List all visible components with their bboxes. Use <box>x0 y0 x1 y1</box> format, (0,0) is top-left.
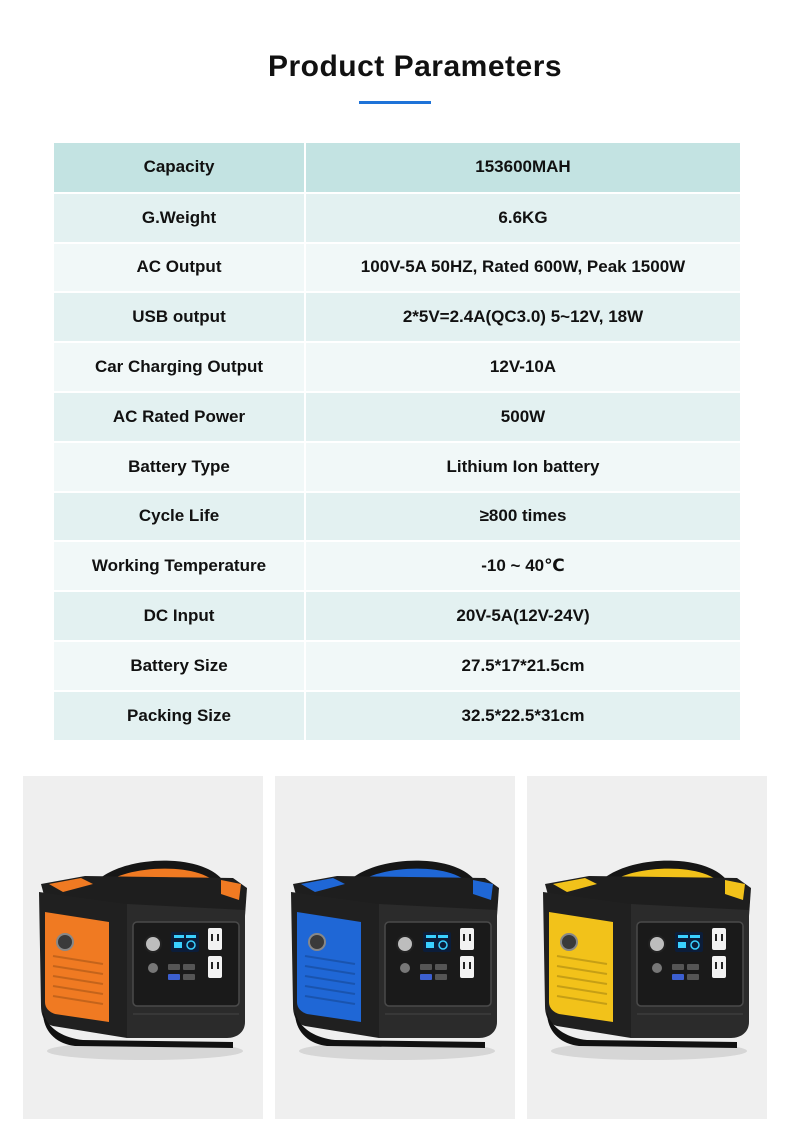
product-card-blue <box>275 776 515 1119</box>
table-row <box>54 243 740 293</box>
spec-value: 12V-10A <box>305 342 740 392</box>
spec-value: 20V-5A(12V-24V) <box>305 591 740 641</box>
spec-value: 27.5*17*21.5cm <box>305 641 740 691</box>
yellow-power-station-image <box>527 776 767 1119</box>
spec-label: Battery Size <box>54 641 305 691</box>
table-row <box>54 392 740 442</box>
title-underline <box>359 101 431 104</box>
table-row <box>54 591 740 641</box>
product-gallery <box>23 776 767 1119</box>
orange-power-station-image <box>23 776 263 1119</box>
spec-label: USB output <box>54 292 305 342</box>
spec-label: Packing Size <box>54 691 305 741</box>
spec-label: Cycle Life <box>54 492 305 542</box>
table-row <box>54 292 740 342</box>
table-row <box>54 492 740 542</box>
spec-label: AC Output <box>54 243 305 293</box>
spec-label: DC Input <box>54 591 305 641</box>
table-row <box>54 143 740 193</box>
spec-label: G.Weight <box>54 193 305 243</box>
spec-value: 500W <box>305 392 740 442</box>
spec-label: Car Charging Output <box>54 342 305 392</box>
spec-label: Battery Type <box>54 442 305 492</box>
spec-value: Lithium Ion battery <box>305 442 740 492</box>
spec-value: -10 ~ 40℃ <box>305 541 740 591</box>
blue-power-station-image <box>275 776 515 1119</box>
table-row <box>54 193 740 243</box>
table-row <box>54 442 740 492</box>
table-row <box>54 342 740 392</box>
spec-label: AC Rated Power <box>54 392 305 442</box>
product-card-orange <box>23 776 263 1119</box>
spec-value: 100V-5A 50HZ, Rated 600W, Peak 1500W <box>305 243 740 293</box>
spec-table <box>54 143 740 742</box>
page-title: Product Parameters <box>267 50 563 83</box>
table-row <box>54 541 740 591</box>
spec-label: Capacity <box>54 143 305 193</box>
table-row <box>54 641 740 691</box>
spec-label: Working Temperature <box>54 541 305 591</box>
spec-value: 2*5V=2.4A(QC3.0) 5~12V, 18W <box>305 292 740 342</box>
table-row <box>54 691 740 741</box>
spec-value: 153600MAH <box>305 143 740 193</box>
product-card-yellow <box>527 776 767 1119</box>
spec-value: ≥800 times <box>305 492 740 542</box>
spec-value: 32.5*22.5*31cm <box>305 691 740 741</box>
spec-value: 6.6KG <box>305 193 740 243</box>
